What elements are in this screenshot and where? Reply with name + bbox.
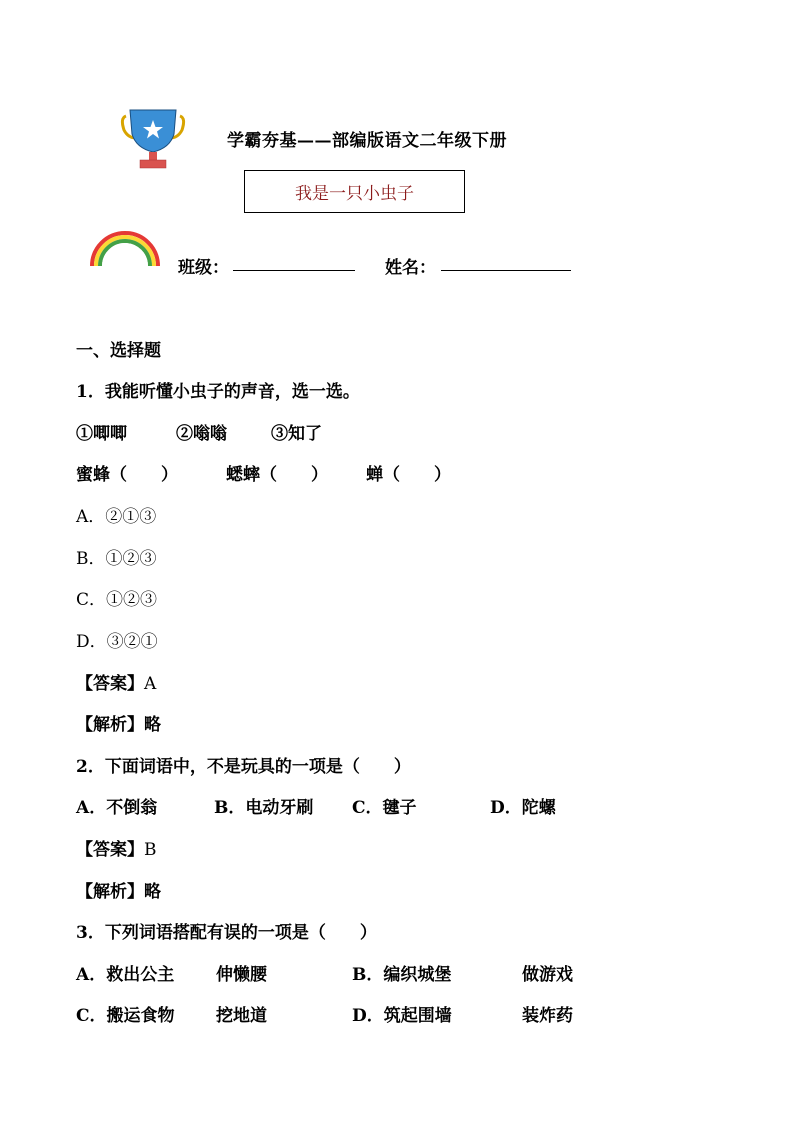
question-3-row-1 — [76, 960, 596, 984]
question-1-stem: 1．我能听懂小虫子的声音，选一选。 — [76, 382, 360, 402]
option-b[interactable]: B．编织城堡 — [352, 965, 452, 985]
option-a[interactable]: A．不倒翁 — [76, 798, 158, 818]
question-1-sounds — [76, 419, 476, 443]
analysis-value: 略 — [144, 882, 161, 902]
option-d[interactable]: D．陀螺 — [490, 798, 556, 818]
option-d-phrase: 装炸药 — [522, 1006, 573, 1026]
option-d[interactable]: D．筑起围墙 — [352, 1006, 452, 1026]
name-label: 姓名： — [385, 258, 436, 278]
answer-label: 【答案】 — [76, 674, 144, 694]
question-1-answer — [76, 669, 156, 694]
answer-value: A — [144, 674, 157, 694]
analysis-label: 【解析】 — [76, 882, 144, 902]
option-b-phrase: 做游戏 — [522, 965, 573, 985]
option-b[interactable]: B．①②③ — [76, 549, 157, 569]
page-title: 学霸夯基——部编版语文二年级下册 — [227, 131, 507, 151]
question-2-stem: 2．下面词语中，不是玩具的一项是（ ） — [76, 757, 411, 777]
section-title: 一、选择题 — [76, 341, 161, 361]
sound-item: ②嗡嗡 — [176, 424, 227, 444]
name-field[interactable] — [441, 270, 571, 271]
option-b[interactable]: B．电动牙刷 — [214, 798, 314, 818]
option-a-phrase: 伸懒腰 — [216, 965, 267, 985]
question-2-options — [76, 793, 596, 817]
option-a[interactable]: A．②①③ — [76, 507, 157, 527]
lesson-title-box — [244, 170, 465, 213]
lesson-title: 我是一只小虫子 — [295, 184, 414, 204]
question-3-row-2 — [76, 1001, 596, 1025]
question-2-analysis — [76, 877, 161, 902]
insect-item: 蜜蜂（ ） — [76, 465, 178, 485]
class-field[interactable] — [233, 270, 355, 271]
option-c[interactable]: C．毽子 — [352, 798, 417, 818]
question-1-insects — [76, 460, 496, 484]
option-c[interactable]: C．①②③ — [76, 590, 158, 610]
question-3-stem: 3．下列词语搭配有误的一项是（ ） — [76, 923, 377, 943]
answer-label: 【答案】 — [76, 840, 144, 860]
sound-item: ①唧唧 — [76, 424, 127, 444]
analysis-value: 略 — [144, 715, 161, 735]
sound-item: ③知了 — [271, 424, 322, 444]
class-label: 班级： — [178, 258, 229, 278]
analysis-label: 【解析】 — [76, 715, 144, 735]
answer-value: B — [144, 840, 157, 860]
insect-item: 蝉（ ） — [366, 465, 451, 485]
option-a[interactable]: A．救出公主 — [76, 965, 175, 985]
option-c[interactable]: C．搬运食物 — [76, 1006, 175, 1026]
question-1-analysis — [76, 710, 161, 735]
option-c-phrase: 挖地道 — [216, 1006, 267, 1026]
option-d[interactable]: D．③②① — [76, 632, 158, 652]
rainbow-icon — [88, 226, 162, 268]
question-2-answer — [76, 835, 157, 860]
insect-item: 蟋蟀（ ） — [226, 465, 328, 485]
trophy-icon — [118, 108, 188, 170]
